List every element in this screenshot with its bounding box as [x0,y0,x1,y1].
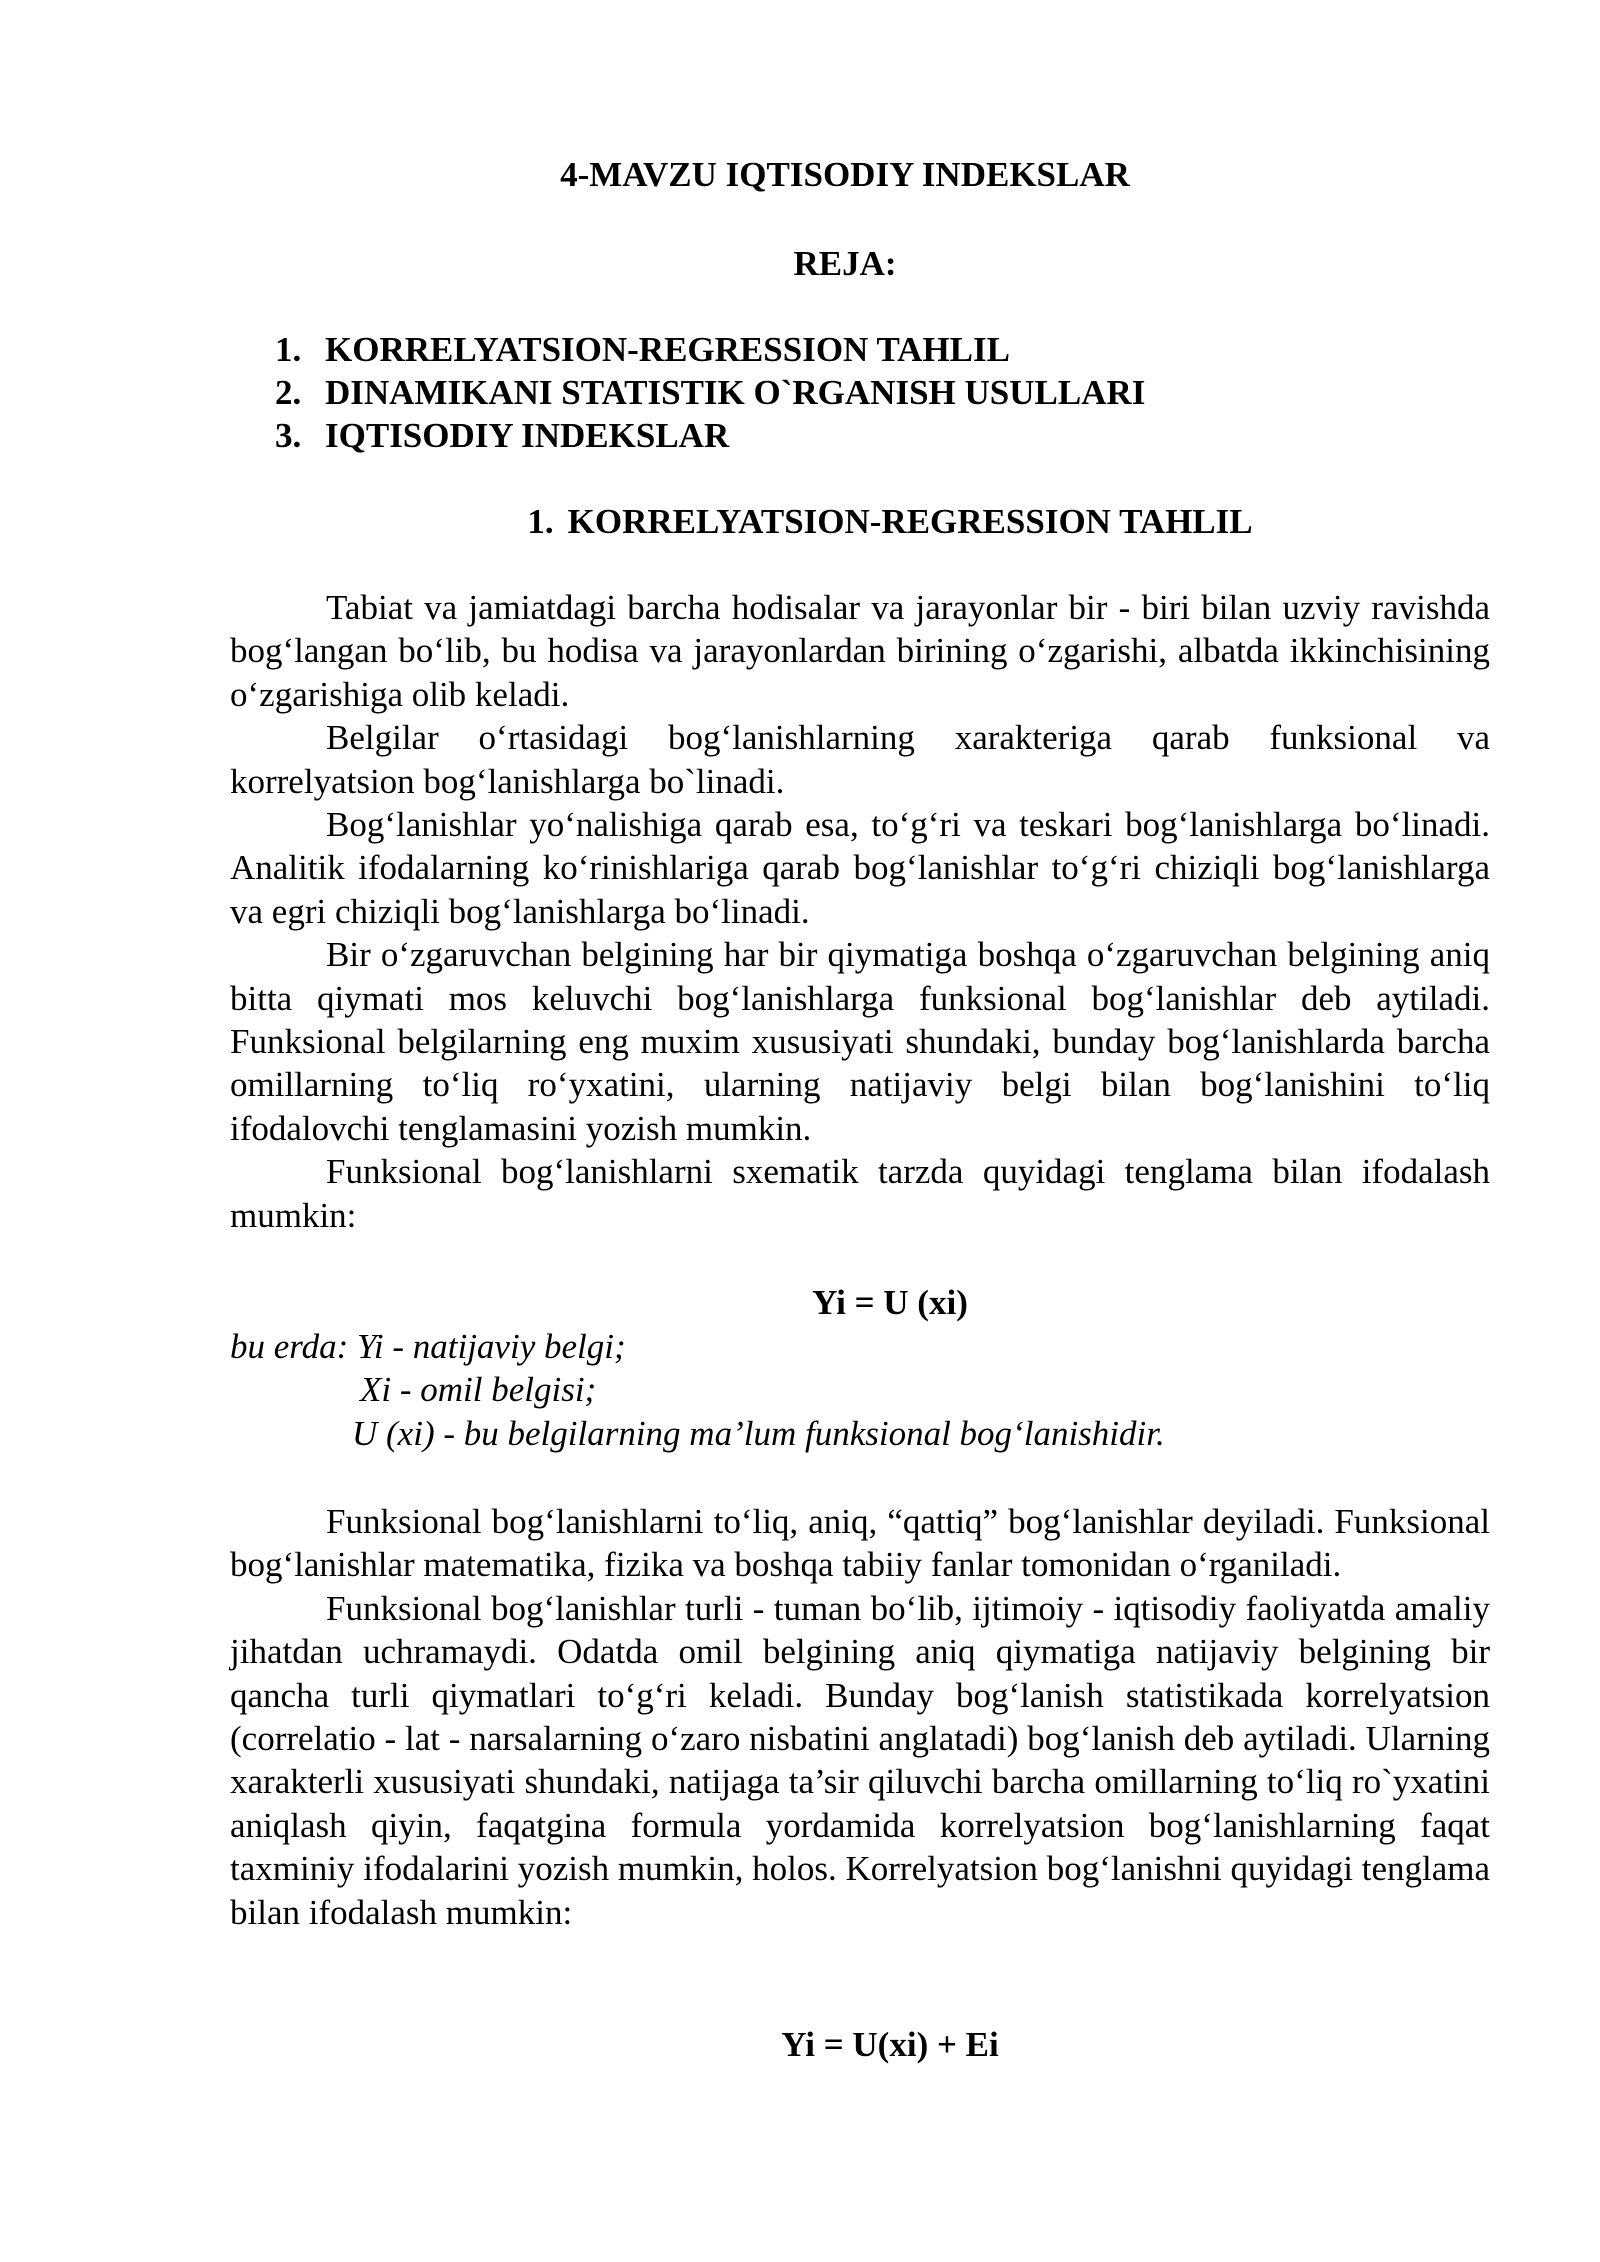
paragraph: Bog‘lanishlar yo‘nalishiga qarab esa, to‘g‘ri va teskari bog‘lanishlarga bo‘linadi. Analitik ifodalarning ko‘rinishlariga qarab bog‘lanishlar to‘g‘ri chiziqli bog‘lanishlarga va egri chiziqli bog‘lanishlarga bo‘linadi. [230,805,1490,931]
legend-line: Xi - omil belgisi; [360,1370,597,1410]
body-text-block [230,586,1490,1237]
plan-item-text: KORRELYATSION-REGRESSION TAHLIL [325,330,1010,369]
paragraph: Funksional bog‘lanishlar turli - tuman bo‘lib, ijtimoiy - iqtisodiy faoliyatda amaliy jihatdan uchramaydi. Odatda omil belgining aniq qiymatiga natijaviy belgining bir qancha turli qiymatlari to‘g‘ri keladi. Bunday bog‘lanish statistikada korrelyatsion (correlatio - lat - narsalarning o‘zaro nisbatini anglatadi) bog‘lanish deb aytiladi. Ularning xarakterli xususiyati shundaki, natijaga ta’sir qiluvchi barcha omillarning to‘liq ro`yxatini aniqlash qiyin, faqatgina formula yordamida korrelyatsion bog‘lanishlarning faqat taxminiy ifodalarini yozish mumkin, holos. Korrelyatsion bog‘lanishni quyidagi tenglama bilan ifodalash mumkin: [230,1588,1490,1932]
paragraph: Funksional bog‘lanishlarni to‘liq, aniq, “qattiq” bog‘lanishlar deyiladi. Funksional bog‘lanishlar matematika, fizika va boshqa tabiiy fanlar tomonidan o‘rganiladi. [230,1502,1490,1585]
paragraph: Funksional bog‘lanishlarni sxematik tarzda quyidagi tenglama bilan ifodalash mumkin: [230,1152,1490,1235]
legend-line: U (xi) - bu belgilarning ma’lum funksional bog‘lanishidir. [352,1413,1165,1453]
plan-item [275,328,1145,371]
paragraph: Tabiat va jamiatdagi barcha hodisalar va jarayonlar bir - biri bilan uzviy ravishda bog‘langan bo‘lib, bu hodisa va jarayonlardan birining o‘zgarishi, albatda ikkinchisining o‘zgarishiga olib keladi. [230,588,1490,714]
section-title: KORRELYATSION-REGRESSION TAHLIL [567,502,1253,541]
formula: Yi = U(xi) + Ei [781,2025,999,2064]
plan-item-number: 2. [275,373,302,412]
paragraph: Bir o‘zgaruvchan belgining har bir qiymatiga boshqa o‘zgaruvchan belgining aniq bitta qiymati mos keluvchi bog‘lanishlarga funksional bog‘lanishlar deb aytiladi. Funksional belgilarning eng muxim xususiyati shundaki, bunday bog‘lanishlarda barcha omillarning to‘liq ro‘yxatini, ularning natijaviy belgi bilan bog‘lanishini to‘liq ifodalovchi tenglamasini yozish mumkin. [230,935,1490,1148]
plan-item [275,371,1145,414]
plan-item [275,414,1145,457]
formula-legend [230,1325,1165,1455]
page-title: 4-MAVZU IQTISODIY INDEKSLAR [560,155,1130,194]
plan-heading: REJA: [793,244,897,283]
section-heading [0,500,1600,543]
plan-item-number: 3. [275,416,302,455]
plan-item-text: DINAMIKANI STATISTIK O`RGANISH USULLARI [325,373,1146,412]
formula: Yi = U (xi) [812,1283,968,1322]
plan-list [275,328,1145,457]
plan-item-text: IQTISODIY INDEKSLAR [325,416,730,455]
section-number: 1. [527,502,554,541]
body-text-block [230,1500,1490,1934]
legend-line: bu erda: Yi - natijaviy belgi; [230,1327,626,1366]
paragraph: Belgilar o‘rtasidagi bog‘lanishlarning xarakteriga qarab funksional va korrelyatsion bog‘lanishlarga bo`linadi. [230,718,1490,801]
plan-item-number: 1. [275,330,302,369]
